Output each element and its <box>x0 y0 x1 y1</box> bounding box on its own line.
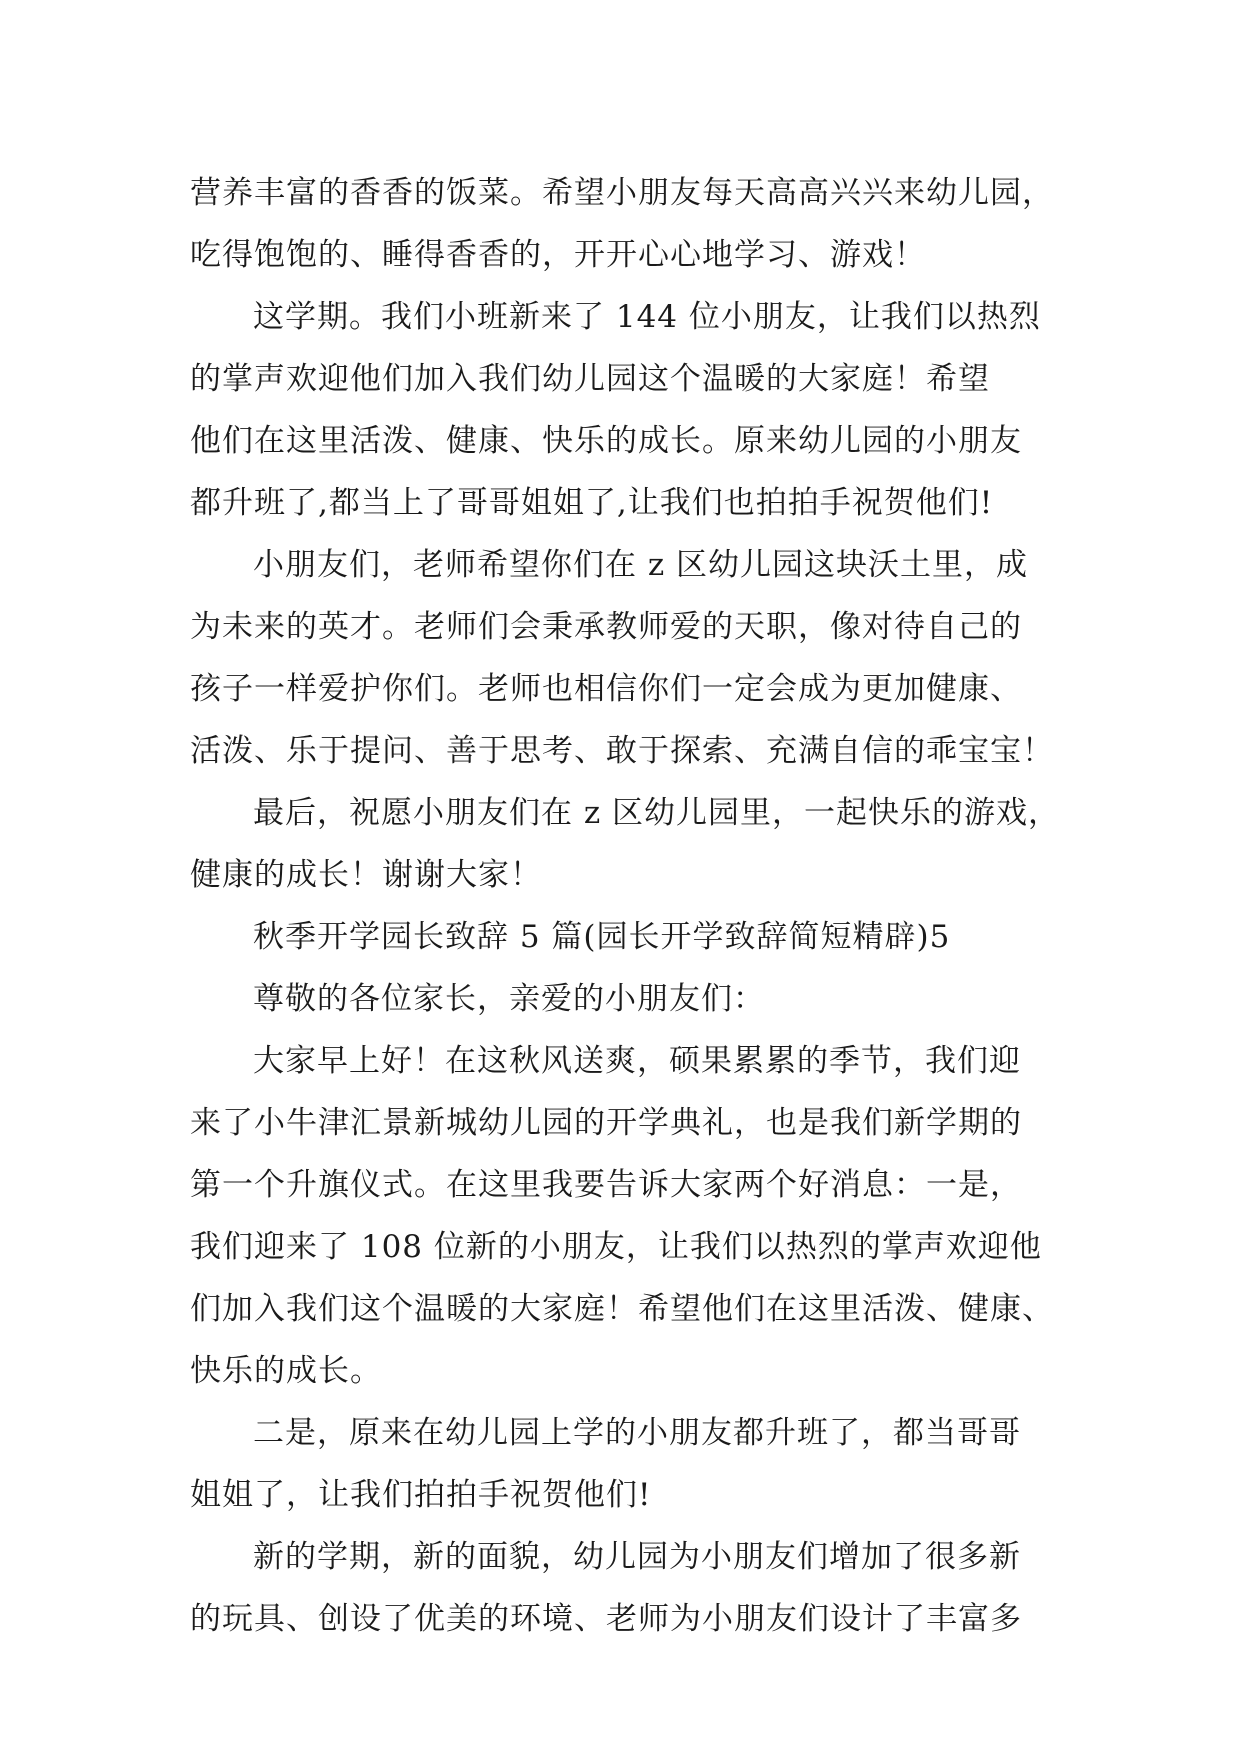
text-line: 第一个升旗仪式。在这里我要告诉大家两个好消息：一是， <box>190 1167 1022 1203</box>
text-line: 小朋友们，老师希望你们在 z 区幼儿园这块沃土里，成 <box>253 547 1029 583</box>
text-line: 二是，原来在幼儿园上学的小朋友都升班了，都当哥哥 <box>253 1415 1021 1451</box>
text-line: 都升班了,都当上了哥哥姐姐了,让我们也拍拍手祝贺他们! <box>190 485 994 521</box>
text-line: 健康的成长！谢谢大家！ <box>190 857 542 893</box>
text-line: 最后，祝愿小朋友们在 z 区幼儿园里，一起快乐的游戏， <box>253 795 1061 831</box>
text-line: 为未来的英才。老师们会秉承教师爱的天职，像对待自己的 <box>190 609 1022 645</box>
text-line: 活泼、乐于提问、善于思考、敢于探索、充满自信的乖宝宝！ <box>190 733 1054 769</box>
text-line: 来了小牛津汇景新城幼儿园的开学典礼，也是我们新学期的 <box>190 1105 1022 1141</box>
text-line: 们加入我们这个温暖的大家庭！希望他们在这里活泼、健康、 <box>190 1291 1054 1327</box>
text-line: 我们迎来了 108 位新的小朋友，让我们以热烈的掌声欢迎他 <box>190 1229 1042 1265</box>
text-line: 的玩具、创设了优美的环境、老师为小朋友们设计了丰富多 <box>190 1601 1022 1637</box>
document-body <box>190 162 1090 1650</box>
text-line: 姐姐了，让我们拍拍手祝贺他们! <box>190 1477 652 1513</box>
text-line: 吃得饱饱的、睡得香香的，开开心心地学习、游戏！ <box>190 237 926 273</box>
text-line: 新的学期，新的面貌，幼儿园为小朋友们增加了很多新 <box>253 1539 1021 1575</box>
text-line: 这学期。我们小班新来了 144 位小朋友，让我们以热烈 <box>253 299 1041 335</box>
text-line: 的掌声欢迎他们加入我们幼儿园这个温暖的大家庭！希望 <box>190 361 990 397</box>
text-line: 营养丰富的香香的饭菜。希望小朋友每天高高兴兴来幼儿园， <box>190 175 1054 211</box>
text-line: 大家早上好！在这秋风送爽，硕果累累的季节，我们迎 <box>253 1043 1021 1079</box>
text-line: 孩子一样爱护你们。老师也相信你们一定会成为更加健康、 <box>190 671 1022 707</box>
text-line: 快乐的成长。 <box>190 1353 382 1389</box>
text-line: 他们在这里活泼、健康、快乐的成长。原来幼儿园的小朋友 <box>190 423 1022 459</box>
text-line: 秋季开学园长致辞 5 篇(园长开学致辞简短精辟)5 <box>253 919 951 955</box>
text-line: 尊敬的各位家长，亲爱的小朋友们： <box>253 981 765 1017</box>
